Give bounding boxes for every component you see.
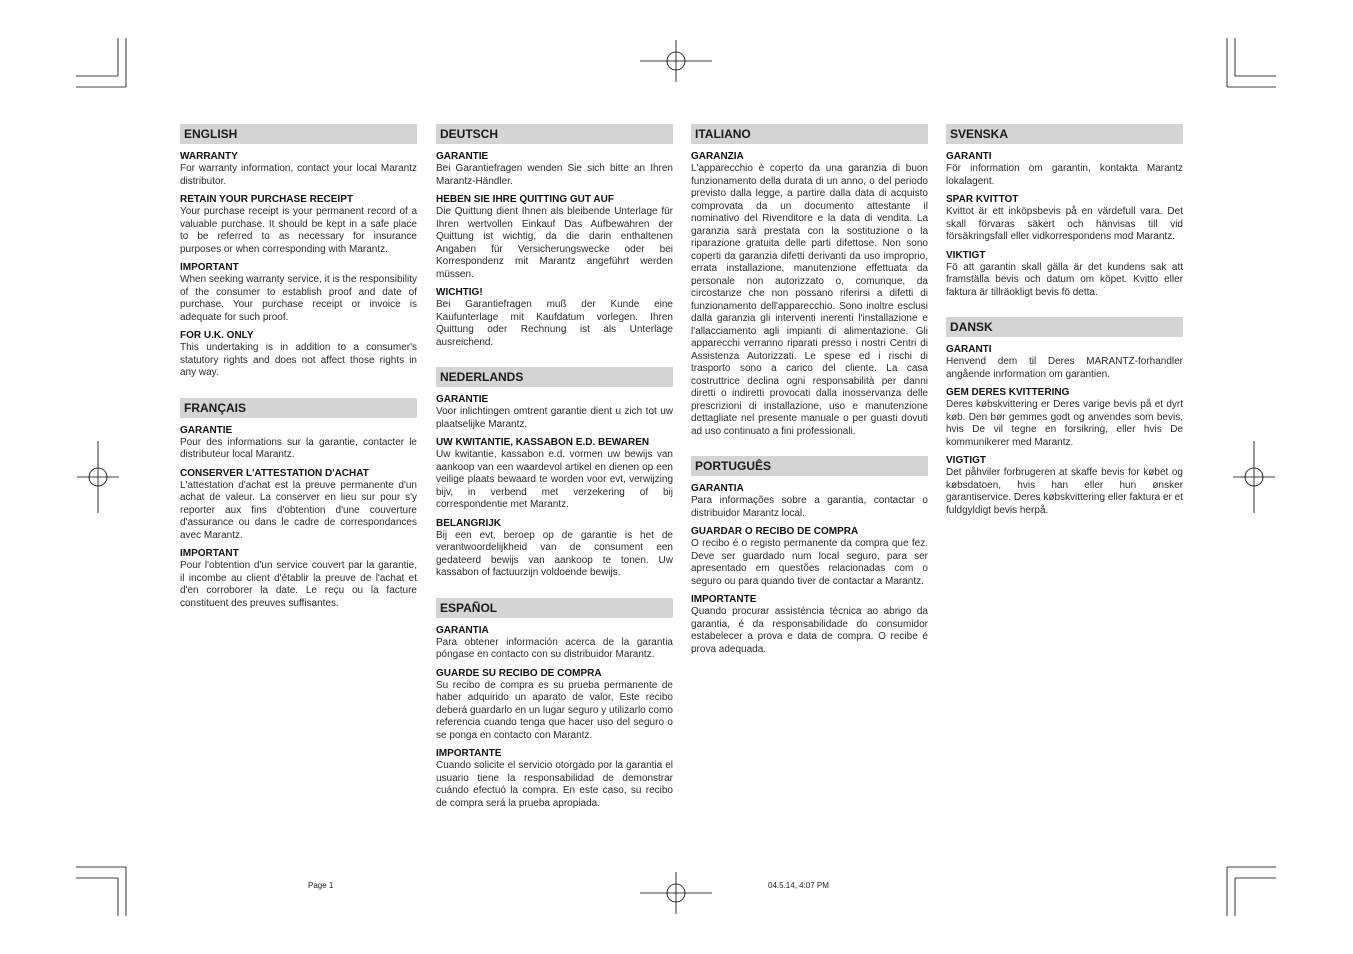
section-francais [180,398,417,611]
item-body: For warranty information, contact your local Marantz distributor. [180,163,417,187]
important-item [180,547,417,610]
item-body: Pour des informations sur la garantie, contacter le distributeur local Marantz. [180,436,417,460]
item-body: Bei Garantiefragen wenden Sie sich bitte an Ihren Marantz-Händler. [436,163,673,187]
important-item [436,747,673,810]
warranty-item [691,150,928,438]
section-espanol [436,598,673,811]
item-body: Uw kwitantie, kassabon e.d. vormen uw bewijs van aankoop van een waardevol artikel en dienen op een veilige plaats bewaard te worden voor evt, verwijzing bijv, in verbend met verzekering of bij correspondentie met Marantz. [436,449,673,510]
receipt-item [946,193,1183,244]
warranty-item [436,150,673,188]
important-item [946,249,1183,300]
item-title: IMPORTANT [180,262,239,273]
important-item [436,286,673,349]
item-body: Para obtener información acerca de la garantia póngase en contacto con su distribuidor Marantz. [436,636,673,660]
item-title: WICHTIG! [436,287,483,298]
section-header: DEUTSCH [436,124,673,144]
warranty-item [180,424,417,462]
warranty-item [946,343,1183,381]
item-title: GARANTIE [436,151,489,162]
item-title: GARANTIE [436,394,489,405]
receipt-item [946,386,1183,449]
item-body: Bij een evt, beroep op de garantie is het de verantwoordelijkheid van de consument een gedateerd bewijs van aankoop te tonen. Uw kassabon of factuurzijn voldoende bewijs. [436,529,673,578]
section-english [180,124,417,380]
item-title: GUARDAR O RECIBO DE COMPRA [691,526,859,537]
item-title: GARANTIA [691,483,744,494]
item-title: GARANTIA [436,624,489,636]
footer-timestamp: 04.5.14, 4:07 PM [768,881,829,890]
item-title: IMPORTANTE [436,748,502,759]
section-svenska [946,124,1183,299]
section-header: PORTUGUÊS [691,456,928,476]
section-header: ITALIANO [691,124,928,144]
section-portugues [691,456,928,656]
item-body: Die Quittung dient Ihnen als bleibende Unterlage für Ihren wertvollen Einkauf Das Aufbewahren der Quittung ist wichtig, da die darin enthaltenen Angaben für Versicherungswecke oder bei Korrespondenz mit Marantz angeführt werden müssen. [436,206,673,280]
item-body: Voor inlichtingen omtrent garantie dient u zich tot uw plaatselijke Marantz. [436,406,673,430]
item-body: För information om garantin, kontakta Marantz lokalagent. [946,163,1183,187]
receipt-item [436,436,673,512]
item-body: Bei Garantiefragen muß der Kunde eine Kaufunterlage mit Kaufdatum vorlegen. Ihren Quittung oder Rechnung ist als Unterlage ausreichend. [436,299,673,348]
item-title: CONSERVER L'ATTESTATION D'ACHAT [180,467,369,479]
section-header: SVENSKA [946,124,1183,144]
item-body: Su recibo de compra es su prueba permanente de haber adquirido un aparato de valor, Este recibo deberá guardarlo en un lugar seguro y utilizarlo como referencia cuando tenga que hacer uso del seguro o se ponga en contacto con Marantz. [436,679,673,741]
section-header: NEDERLANDS [436,367,673,387]
column-1 [180,124,417,628]
item-title: VIKTIGT [946,249,986,261]
section-nederlands [436,367,673,580]
item-title: GUARDE SU RECIBO DE COMPRA [436,667,602,679]
item-title: RETAIN YOUR PURCHASE RECEIPT [180,194,353,205]
item-body: When seeking warranty service, it is the responsibility of the consumer to establish proof and date of purchase. Your purchase receipt or invoice is adequate for such proof. [180,274,417,323]
warranty-item [436,393,673,431]
item-body: Para informações sobre a garantia, contactar o distribuidor Marantz local. [691,495,928,519]
column-2 [436,124,673,828]
item-body: Pour l'obtention d'un service couvert par la garantie, il incombe au client d'établir la preuve de l'achat et d'en corroborer la date. Le reçu ou la facture constituent des preuves suffisantes. [180,560,417,609]
item-body: Fö att garantin skall gälla är det kundens sak att framställa bevis och datum om köpet. Kvitto eller faktura är tillräokligt bevis fö detta. [946,261,1183,298]
warranty-item [691,482,928,520]
item-body: Your purchase receipt is your permanent record of a valuable purchase. It should be kept in a safe place to be referred to as necessary for insurance purposes or when corresponding with Marantz. [180,206,417,255]
item-title: UW KWITANTIE, KASSABON E.D. BEWAREN [436,437,650,448]
receipt-item [180,193,417,256]
section-header: ENGLISH [180,124,417,144]
receipt-item [436,667,673,743]
column-4 [946,124,1183,535]
important-item [946,454,1183,517]
item-title: WARRANTY [180,151,238,162]
item-title: IMPORTANTE [691,594,757,605]
receipt-item [436,193,673,281]
receipt-item [691,525,928,588]
item-title: GARANTI [946,151,992,162]
item-title: IMPORTANT [180,548,239,559]
section-header: FRANÇAIS [180,398,417,418]
item-title: BELANGRIJK [436,517,502,529]
section-deutsch [436,124,673,349]
column-3 [691,124,928,674]
item-body: L'apparecchio è coperto da una garanzia di buon funzionamento della durata di un anno, o del periodo previsto dalla legge, a partire dalla data di acquisto comprovata da un documento attestante il nominativo del Rivenditore e la data di vendita. La garanzia sarà prestata con la sostituzione o la riparazione gratuita delle parti difettose. Non sono coperti da garanzia difetti derivanti da uso improprio, errata installazione, manutenzione effettuata da personale non autorizzato o, comunque, da circostanze che non possano riferirsi a difetti di funzionamento dell'apparecchio. Sono inoltre esclusi dalla garanzia gli interventi inerenti l'installazione e l'allacciamento agli impianti di alimentazione. Gli apparecchi verranno riparati presso i nostri Centri di Assistenza Autorizzati. Le spese ed i rischi di trasporto sono a carico del cliente. La casa costruttrice declina ogni responsabilità per danni diretti o indiretti provocati dalla inosservanza delle prescrizioni di installazione, uso e manutenzione dettagliate nel presente manuale o per guasti dovuti ad uso continuato a fini professionali. [691,163,928,437]
receipt-item [180,467,417,543]
section-dansk [946,317,1183,517]
important-item [436,517,673,580]
item-title: GARANZIA [691,151,744,162]
item-title: SPAR KVITTOT [946,194,1019,205]
warranty-item [946,150,1183,188]
item-body: Henvend dem til Deres MARANTZ-forhandler angående inrformation om garantien. [946,356,1183,380]
item-body: This undertaking is in addition to a consumer's statutory rights and does not affect those rights in any way. [180,342,417,378]
item-title: GARANTIE [180,424,233,436]
item-body: Det påhviler forbrugeren at skaffe bevis for købet og købsdatoen, hvis han eller hun ønsker garantiservice. Deres købskvittering eller faktura er et fuldgyldigt bevis herpå. [946,467,1183,516]
section-italiano [691,124,928,438]
section-header: DANSK [946,317,1183,337]
important-item [180,261,417,324]
item-body: Quando procurar assisténcia técnica ao abrigo da garantia, é da responsabilidade do consumidor estabelecer a prova e data de compra. O recibe é prova adequada. [691,606,928,655]
item-body: L'attestation d'achat est la preuve permanente d'un achat de valeur. La conserver en lieu sur pour s'y reporter aux fins d'obtention d'une couverture d'assurance ou dans le cadre de correspondances avec Marantz. [180,479,417,541]
section-header: ESPAÑOL [436,598,673,618]
item-title: VIGTIGT [946,455,986,466]
item-title: HEBEN SIE IHRE QUITTING GUT AUF [436,194,614,205]
footer-page-number: Page 1 [308,881,334,890]
item-body: Kvittot är ett inköpsbevis på en värdefull vara. Det skall förvaras säkert och hänvisas till vid försäkringsfall eller vidkorrespondens mod Marantz. [946,206,1183,242]
uk-only-item [180,329,417,380]
item-body: O recibo é o registo permanente da compra que fez. Deve ser guardado num local seguro, para ser apresentado em questões relacionadas com o seguro ou para quando tiver de contactar a Marantz. [691,538,928,587]
item-body: Cuando solicite el servicio otorgado por la garantia el usuario tiene la responsabilidad de demonstrar cuándo efectuó la compra. En este caso, su recibo de compra será la prueba apropiada. [436,760,673,809]
item-body: Deres købskvittering er Deres varige bevis på et dyrt køb. Den bør gemmes godt og anvendes som bevis, hvis De vil tegne en forsikring, eller hvis De kommunikerer med Marantz. [946,399,1183,448]
item-title: GARANTI [946,344,992,355]
item-title: FOR U.K. ONLY [180,330,254,341]
warranty-item [180,150,417,188]
warranty-item [436,624,673,662]
important-item [691,593,928,656]
item-title: GEM DERES KVITTERING [946,387,1070,398]
